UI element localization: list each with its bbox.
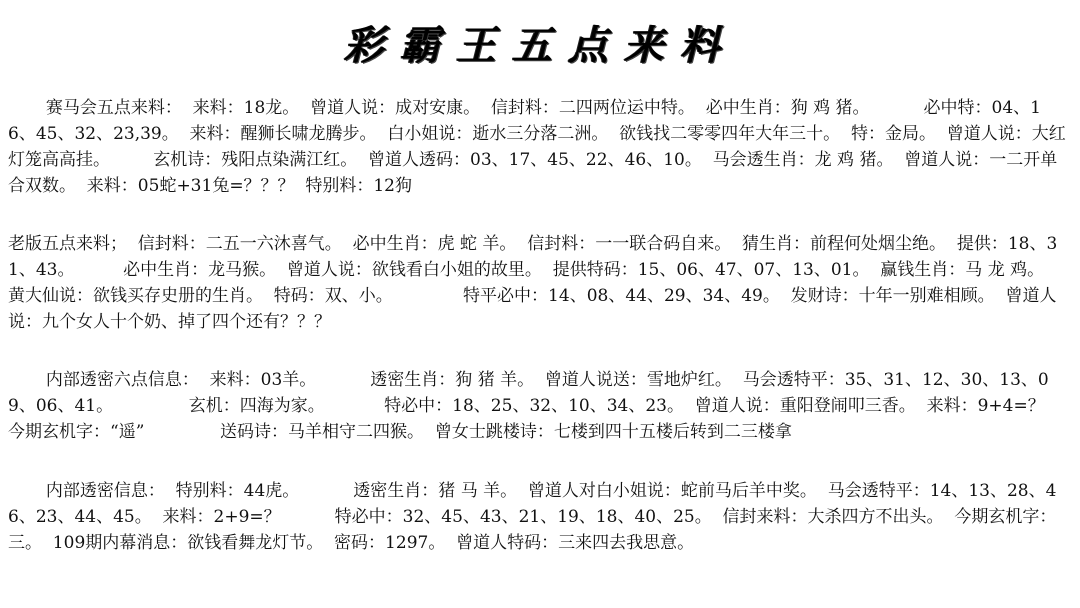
- section-five-point-material: 赛马会五点来料： 来料：18龙。 曾道人说：成对安康。 信封料：二四两位运中特。 必中生肖：狗 鸡 猪。 必中特：04、16、45、32、23,39。 来料：醒狮长啸龙腾步。 白小姐说：逝水三分落二洲。 欲钱找二零零四年大年三十。 特：金局。 曾道人说：大红灯笼高高挂。 玄机诗：残阳点染满江红。 曾道人透码：03、17、45、22、46、10。 马会透生肖：龙 鸡 猪。 曾道人说：一二开单合双数。 来料：05蛇+31兔=？？？ 特别料：12狗: [8, 98, 1066, 196]
- page-title: 彩霸王五点来料: [344, 22, 736, 69]
- section-insider-info: 内部透密信息： 特别料：44虎。 透密生肖：猪 马 羊。 曾道人对白小姐说：蛇前马后羊中奖。 马会透特平：14、13、28、46、23、44、45。 来料：2+9=？ 特必中：32、45、43、21、19、18、40、25。 信封来料：大杀四方不出头。 今期玄机字：三。 109期内幕消息：欲钱看舞龙灯节。 密码：1297。 曾道人特码：三来四去我思意。: [8, 481, 1057, 553]
- section-insider-six-point-info: 内部透密六点信息： 来料：03羊。 透密生肖：狗 猪 羊。 曾道人说送：雪地炉红。 马会透特平：35、31、12、30、13、09、06、41。 玄机：四海为家。 特必中：18、25、32、10、34、23。 曾道人说：重阳登闹叩三香。 来料：9+4=？ 今期玄机字：“遥” 送码诗：马羊相守二四猴。 曾女士跳楼诗：七楼到四十五楼后转到二三楼拿: [8, 370, 1056, 442]
- section-old-version-material: 老版五点来料； 信封料：二五一六沐喜气。 必中生肖：虎 蛇 羊。 信封料：一一联合码自来。 猜生肖：前程何处烟尘绝。 提供：18、31、43。 必中生肖：龙马猴。 曾道人说：欲钱看白小姐的故里。 提供特码：15、06、47、07、13、01。 赢钱生肖：马 龙 鸡。 黄大仙说：欲钱买存史册的生肖。 特码：双、小。 特平必中：14、08、44、29、34、49。 发财诗：十年一别难相顾。 曾道人说：九个女人十个奶、掉了四个还有？？？: [8, 234, 1058, 332]
